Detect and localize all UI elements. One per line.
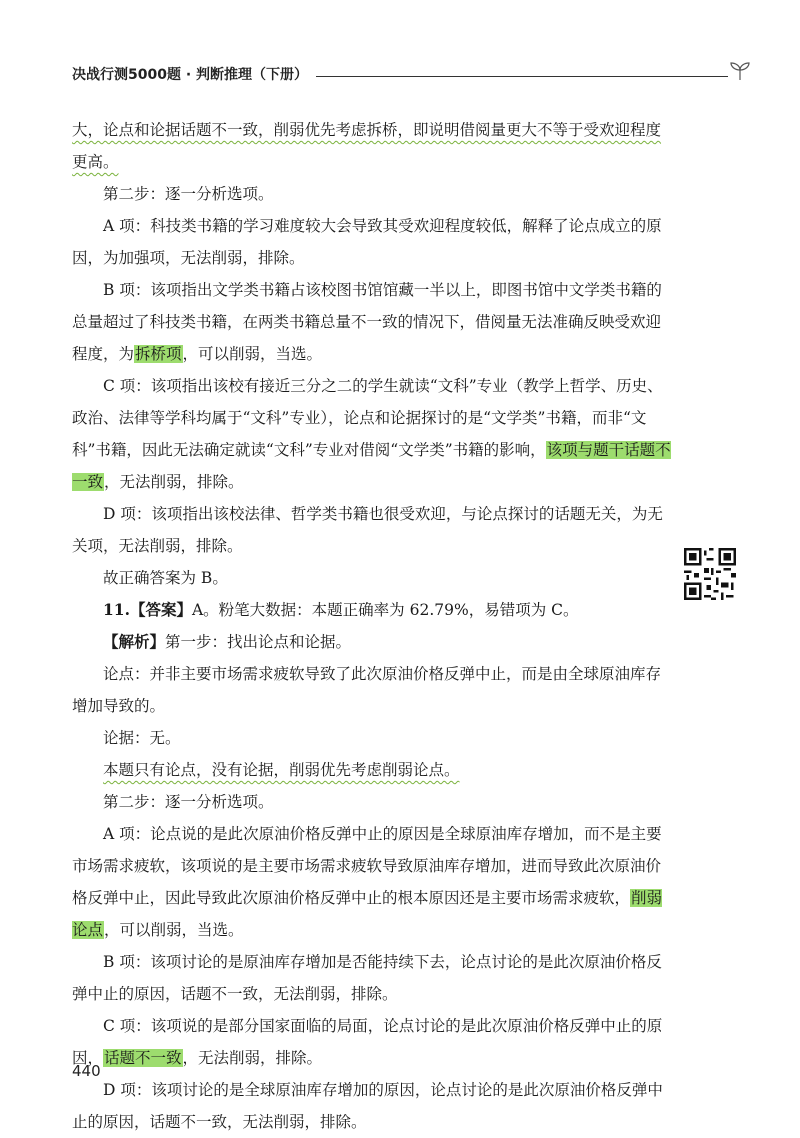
paragraph: 第二步：逐一分析选项。 xyxy=(103,793,274,811)
text-run: A 项：论点说的是此次原油价格反弹中止的原因是全球原油库存增加，而不是主要市场需求疲软，该项说的是主要市场需求疲软导致原油库存增加，进而导致此次原油价格反弹中止，因此导致此次原油价格反弹中止的根本原因还是主要市场需求疲软， xyxy=(72,825,662,907)
highlight: 削弱论点 xyxy=(72,889,663,939)
paragraph: D 项：该项讨论的是全球原油库存增加的原因，论点讨论的是此次原油价格反弹中止的原因，话题不一致，无法削弱，排除。 xyxy=(72,1081,663,1131)
paragraph xyxy=(72,1010,672,1074)
text-run: ，可以削弱，当选。 xyxy=(104,921,244,939)
qr-code-icon xyxy=(684,548,736,600)
text-run: B 项：该项指出文学类书籍占该校图书馆馆藏一半以上，即图书馆中文学类书籍的总量超过了科技类书籍，在两类书籍总量不一致的情况下，借阅量无法准确反映受欢迎程度，为 xyxy=(72,281,662,363)
text-run: ，无法削弱，排除。 xyxy=(104,473,244,491)
wavy-text: 大，论点和论据话题不一致，削弱优先考虑拆桥，即说明借阅量更大不等于受欢迎程度更高。 xyxy=(72,121,662,171)
wavy-text: 本题只有论点，没有论据，削弱优先考虑削弱论点。 xyxy=(103,761,460,779)
paragraph xyxy=(72,626,672,658)
paragraph xyxy=(72,274,672,370)
paragraph xyxy=(72,594,672,626)
paragraph xyxy=(72,754,672,786)
paragraph: B 项：该项讨论的是原油库存增加是否能持续下去，论点讨论的是此次原油价格反弹中止的原因，话题不一致，无法削弱，排除。 xyxy=(72,953,662,1003)
highlight: 话题不一致 xyxy=(104,1049,182,1067)
paragraph xyxy=(72,370,672,498)
paragraph: 论据：无。 xyxy=(103,729,181,747)
text-run: 第一步：找出论点和论据。 xyxy=(165,633,352,651)
paragraph: 故正确答案为 B。 xyxy=(103,569,228,587)
sprout-icon xyxy=(728,58,752,82)
highlight: 该项与题干话题不一致 xyxy=(72,441,671,491)
page-number: 440 xyxy=(72,1062,101,1080)
page-content xyxy=(72,114,672,1138)
text-run: C 项：该项指出该校有接近三分之二的学生就读“文科”专业（教学上哲学、历史、政治、法律等学科均属于“文科”专业），论点和论据探讨的是“文学类”书籍，而非“文科”书籍，因此无法确定就读“文科”专业对借阅“文学类”书籍的影响， xyxy=(72,377,663,459)
text-run: C 项：该项说的是部分国家面临的局面，论点讨论的是此次原油价格反弹中止的原因， xyxy=(72,1017,663,1067)
text-run: ，无法削弱，排除。 xyxy=(182,1049,323,1067)
paragraph xyxy=(72,114,672,178)
highlight: 拆桥项 xyxy=(135,345,182,363)
text-run: ，可以削弱，当选。 xyxy=(182,345,323,363)
analysis-label: 【解析】 xyxy=(103,632,166,651)
paragraph: 第二步：逐一分析选项。 xyxy=(103,185,274,203)
header-rule xyxy=(316,76,728,77)
header-title: 决战行测5000题 · 判断推理（下册） xyxy=(72,67,309,83)
answer-label: 11.【答案】 xyxy=(103,600,192,619)
paragraph: A 项：科技类书籍的学习难度较大会导致其受欢迎程度较低，解释了论点成立的原因，为加强项，无法削弱，排除。 xyxy=(72,217,662,267)
paragraph: 论点：并非主要市场需求疲软导致了此次原油价格反弹中止，而是由全球原油库存增加导致的。 xyxy=(72,665,662,715)
paragraph: D 项：该项指出该校法律、哲学类书籍也很受欢迎，与论点探讨的话题无关，为无关项，无法削弱，排除。 xyxy=(72,505,663,555)
text-run: A。粉笔大数据：本题正确率为 62.79%，易错项为 C。 xyxy=(191,601,579,619)
paragraph xyxy=(72,818,672,946)
running-header xyxy=(72,62,752,86)
